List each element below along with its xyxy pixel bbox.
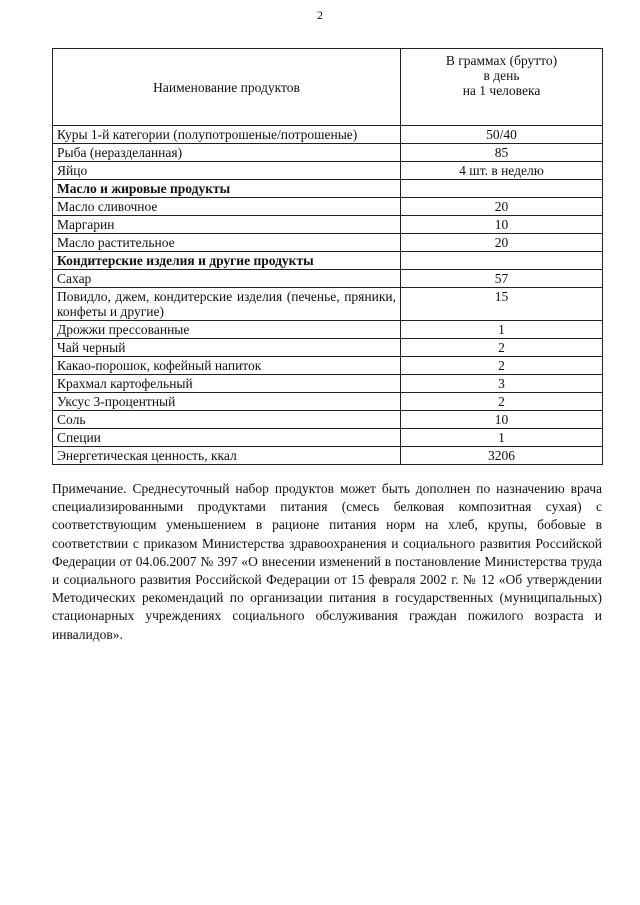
product-name: Яйцо xyxy=(53,162,401,180)
product-quantity: 1 xyxy=(401,429,603,447)
table-row xyxy=(53,429,603,447)
product-quantity: 1 xyxy=(401,321,603,339)
product-quantity: 10 xyxy=(401,411,603,429)
product-name: Дрожжи прессованные xyxy=(53,321,401,339)
header-quantity-line: в день xyxy=(483,68,520,83)
table-row xyxy=(53,126,603,144)
table-row xyxy=(53,357,603,375)
product-name: Рыба (неразделанная) xyxy=(53,144,401,162)
product-name: Масло растительное xyxy=(53,234,401,252)
section-heading: Кондитерские изделия и другие продукты xyxy=(53,252,401,270)
table-row xyxy=(53,321,603,339)
product-name: Сахар xyxy=(53,270,401,288)
table-row xyxy=(53,144,603,162)
note-paragraph: Примечание. Среднесуточный набор продуктов может быть дополнен по назначению врача специализированными продуктами питания (смесь белковая композитная сухая) с соответствующим уменьшением в рационе питания норм на хлеб, крупы, бобовые в соответствии с приказом Министерства здравоохранения и социального развития Российской Федерации от 04.06.2007 № 397 «О внесении изменений в постановление Министерства труда и социального развития Российской Федерации от 15 февраля 2002 г. № 12 «Об утверждении Методических рекомендаций по организации питания в государственных (муниципальных) стационарных учреждениях социального обслуживания граждан пожилого возраста и инвалидов». xyxy=(52,481,602,642)
product-quantity: 3 xyxy=(401,375,603,393)
table-row xyxy=(53,411,603,429)
product-name: Масло сливочное xyxy=(53,198,401,216)
product-quantity: 15 xyxy=(401,288,603,321)
page-number: 2 xyxy=(317,8,323,22)
product-quantity xyxy=(401,180,603,198)
product-quantity xyxy=(401,252,603,270)
header-quantity-line: на 1 человека xyxy=(462,83,541,98)
product-name: Крахмал картофельный xyxy=(53,375,401,393)
product-name: Маргарин xyxy=(53,216,401,234)
product-quantity: 2 xyxy=(401,339,603,357)
table-row xyxy=(53,393,603,411)
product-name: Чай черный xyxy=(53,339,401,357)
table-row xyxy=(53,162,603,180)
product-name: Соль xyxy=(53,411,401,429)
table-row xyxy=(53,339,603,357)
products-table xyxy=(52,48,603,465)
product-name: Повидло, джем, кондитерские изделия (печенье, пряники, конфеты и другие) xyxy=(53,288,401,321)
product-quantity: 85 xyxy=(401,144,603,162)
table-section-row xyxy=(53,180,603,198)
table-row xyxy=(53,234,603,252)
table-row xyxy=(53,198,603,216)
table-row xyxy=(53,375,603,393)
product-name: Уксус 3-процентный xyxy=(53,393,401,411)
product-name: Специи xyxy=(53,429,401,447)
product-quantity: 20 xyxy=(401,198,603,216)
product-quantity: 50/40 xyxy=(401,126,603,144)
header-quantity xyxy=(401,49,603,126)
section-heading: Масло и жировые продукты xyxy=(53,180,401,198)
table-row xyxy=(53,270,603,288)
product-name: Какао-порошок, кофейный напиток xyxy=(53,357,401,375)
product-quantity: 20 xyxy=(401,234,603,252)
product-quantity: 3206 xyxy=(401,447,603,465)
header-quantity-line: В граммах (брутто) xyxy=(445,53,558,68)
product-quantity: 2 xyxy=(401,393,603,411)
product-quantity: 57 xyxy=(401,270,603,288)
product-quantity: 4 шт. в неделю xyxy=(401,162,603,180)
table-row xyxy=(53,288,603,321)
product-name: Куры 1-й категории (полупотрошеные/потрошеные) xyxy=(53,126,401,144)
table-row xyxy=(53,216,603,234)
product-name: Энергетическая ценность, ккал xyxy=(53,447,401,465)
header-product-name: Наименование продуктов xyxy=(53,49,401,126)
product-quantity: 10 xyxy=(401,216,603,234)
table-header-row xyxy=(53,49,603,126)
table-row xyxy=(53,447,603,465)
table-section-row xyxy=(53,252,603,270)
product-quantity: 2 xyxy=(401,357,603,375)
